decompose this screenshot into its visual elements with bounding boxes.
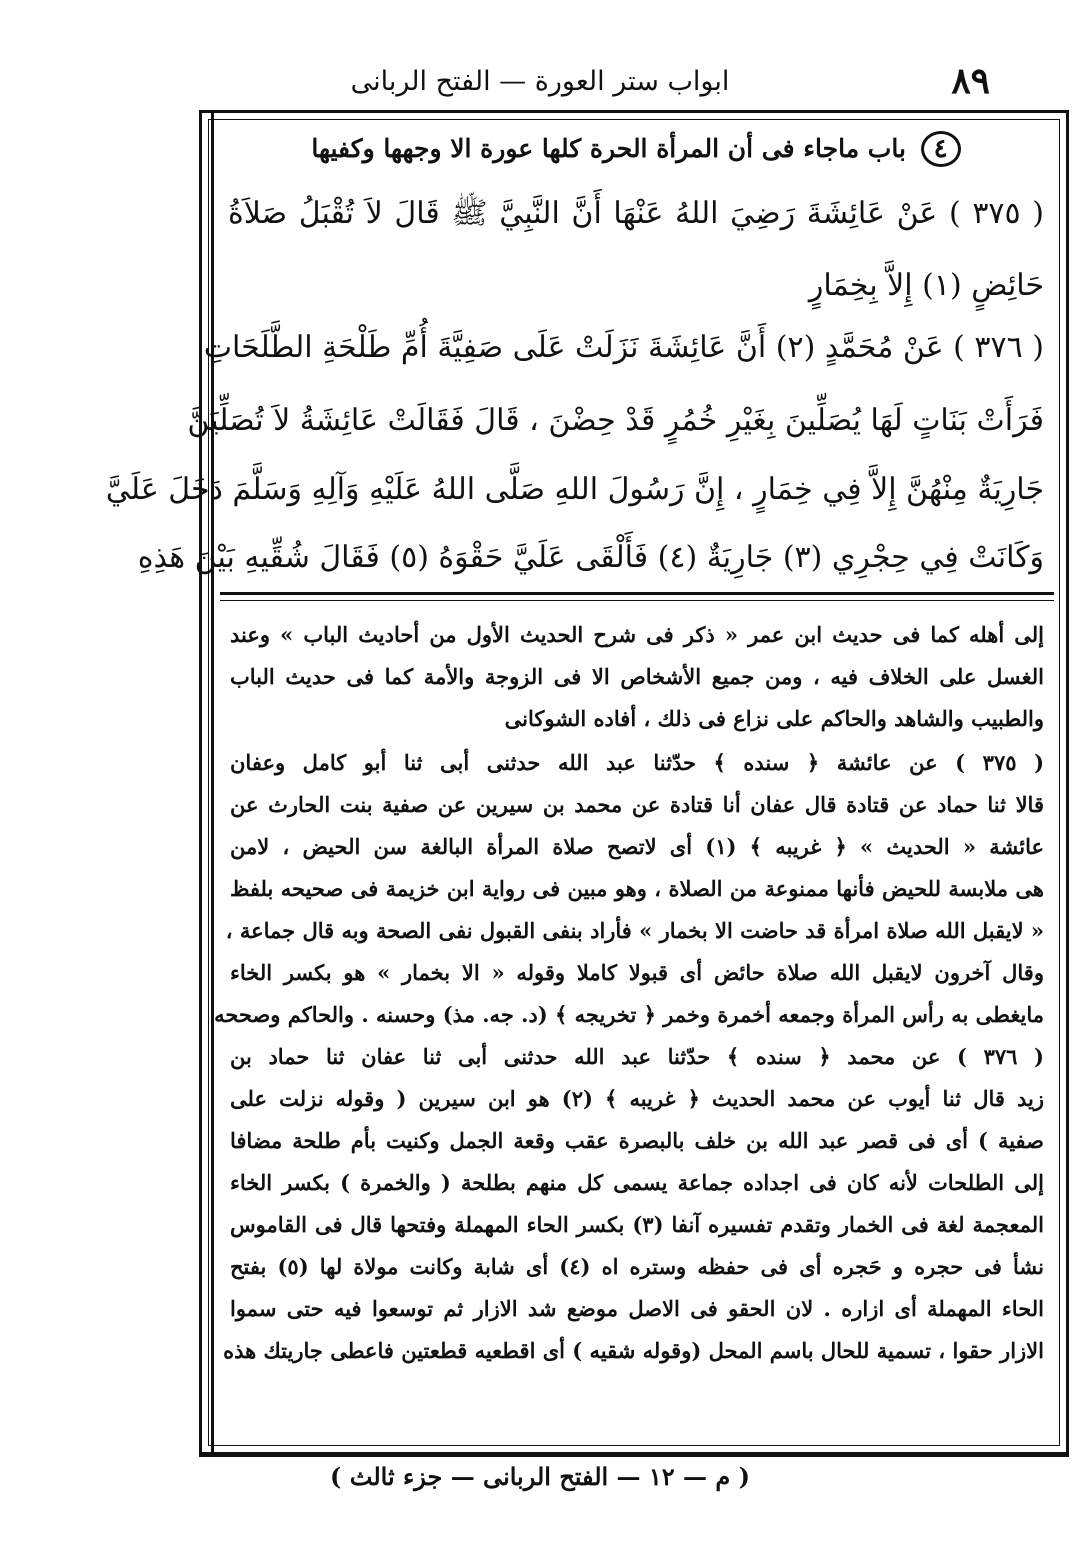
commentary-line: ( ٣٧٥ ) عن عائشة ﴿ سنده ﴾ حدّثنا عبد الله حدثنى أبى ثنا أبو كامل وعفان [230,750,1045,775]
footer-divider [199,1455,1069,1457]
running-title: ابواب ستر العورة — الفتح الربانى [350,66,730,97]
commentary-line: إلى الطلحات لأنه كان فى اجداده جماعة يسمى كل منهم بطلحة ( والخمرة ) بكسر الخاء [230,1170,1044,1195]
section-divider [220,592,1054,595]
commentary-line: « لايقبل الله صلاة امرأة قد حاضت الا بخمار » فأراد بنفى القبول نفى الصحة وبه قال جماعة ، [225,918,1044,943]
frame-left-rule [211,110,214,1455]
hadith-line: ( ٣٧٦ ) عَنْ مُحَمَّدٍ (٢) أَنَّ عَائِشَةَ نَزَلَتْ عَلَى صَفِيَّةَ أُمِّ طَلْحَةِ الطَّلَحَاتِ [203,330,1044,365]
commentary-line: نشأ فى حجره و حَجره أى فى حفظه وستره اه (٤) أى شابة وكانت مولاة لها (٥) بفتح [230,1254,1044,1279]
commentary-line: وقال آخرون لايقبل الله صلاة حائض أى قبولا كاملا وقوله « الا بخمار » هو بكسر الخاء [230,960,1044,985]
chapter-heading [218,131,1054,167]
commentary-line: ( ٣٧٦ ) عن محمد ﴿ سنده ﴾ حدّثنا عبد الله حدثنى أبى ثنا عفان ثنا حماد بن [230,1044,1044,1069]
commentary-line: الازار حقوا ، تسمية للحال باسم المحل (وقوله شقيه ) أى اقطعيه قطعتين فاعطى جاريتك هذه [223,1338,1044,1363]
commentary-line: صفية ) أى فى قصر عبد الله بن خلف بالبصرة عقب وقعة الجمل وكنيت بأم طلحة مضافا [230,1128,1044,1153]
hadith-line: حَائِضٍ (١) إِلاَّ بِخِمَارٍ [808,268,1044,303]
hadith-block [105,125,1054,590]
chapter-title: باب ماجاء فى أن المرأة الحرة كلها عورة الا وجهها وكفيها [311,134,906,163]
hadith-line: وَكَانَتْ فِي حِجْرِي (٣) جَارِيَةٌ (٤) فَأَلْقَى عَلَيَّ حَقْوَهُ (٥) فَقَالَ شُقِّيهِ بَيْنَ هَذِهِ [137,540,1044,575]
hadith-line: ( ٣٧٥ ) عَنْ عَائِشَةَ رَضِيَ اللهُ عَنْهَا أَنَّ النَّبِيَّ ﷺ قَالَ لاَ تُقْبَلُ صَلاَةُ [228,196,1044,231]
commentary-line: عائشة « الحديث » ﴿ غريبه ﴾ (١) أى لاتصح صلاة المرأة البالغة سن الحيض ، لامن [230,834,1044,859]
commentary-line: الغسل على الخلاف فيه ، ومن جميع الأشخاص الا فى الزوجة والأمة كما فى حديث الباب [230,664,1044,689]
running-head [200,60,990,104]
section-divider-thin [220,600,1054,601]
signature-footer: ( م — ١٢ — الفتح الربانى — جزء ثالث ) [330,1462,750,1491]
commentary-line: المعجمة لغة فى الخمار وتقدم تفسيره آنفا (٣) بكسر الحاء المهملة وفتحها قال فى القاموس [230,1212,1044,1237]
chapter-number: ٤ [921,131,961,167]
commentary-line: والطبيب والشاهد والحاكم على نزاع فى ذلك ، أفاده الشوكانى [504,706,1044,731]
hadith-line: جَارِيَةٌ مِنْهُنَّ إِلاَّ فِي خِمَارٍ ، إِنَّ رَسُولَ اللهِ صَلَّى اللهُ عَلَيْهِ وَآلِهِ وَسَلَّمَ دَخَلَ عَلَيَّ [105,472,1044,507]
hadith-line: فَرَأَتْ بَنَاتٍ لَهَا يُصَلِّينَ بِغَيْرِ خُمُرٍ قَدْ حِضْنَ ، قَالَ فَقَالَتْ عَائِشَةُ لاَ تُصَلِّيَنَّ [187,403,1044,438]
commentary-line: إلى أهله كما فى حديث ابن عمر « ذكر فى شرح الحديث الأول من أحاديث الباب » وعند [230,622,1044,647]
commentary-line: قالا ثنا حماد عن قتادة قال عفان أنا قتادة عن محمد بن سيرين عن صفية بنت الحارث عن [230,792,1044,817]
commentary-line: الحاء المهملة أى ازاره . لان الحقو فى الاصل موضع شد الازار ثم توسعوا فيه حتى سموا [230,1296,1044,1321]
commentary-line: زيد قال ثنا أيوب عن محمد الحديث ﴿ غريبه ﴾ (٢) هو ابن سيرين ( وقوله نزلت على [230,1086,1045,1111]
commentary-line: هى ملابسة للحيض فأنها ممنوعة من الصلاة ، وهو مبين فى رواية ابن خزيمة فى صحيحه بلفظ [230,876,1044,901]
commentary-line: مايغطى به رأس المرأة وجمعه أخمرة وخمر ﴿ تخريجه ﴾ (د. جه. مذ) وحسنه . والحاكم وصححه [214,1002,1044,1027]
page-number: ٨٩ [951,60,990,102]
